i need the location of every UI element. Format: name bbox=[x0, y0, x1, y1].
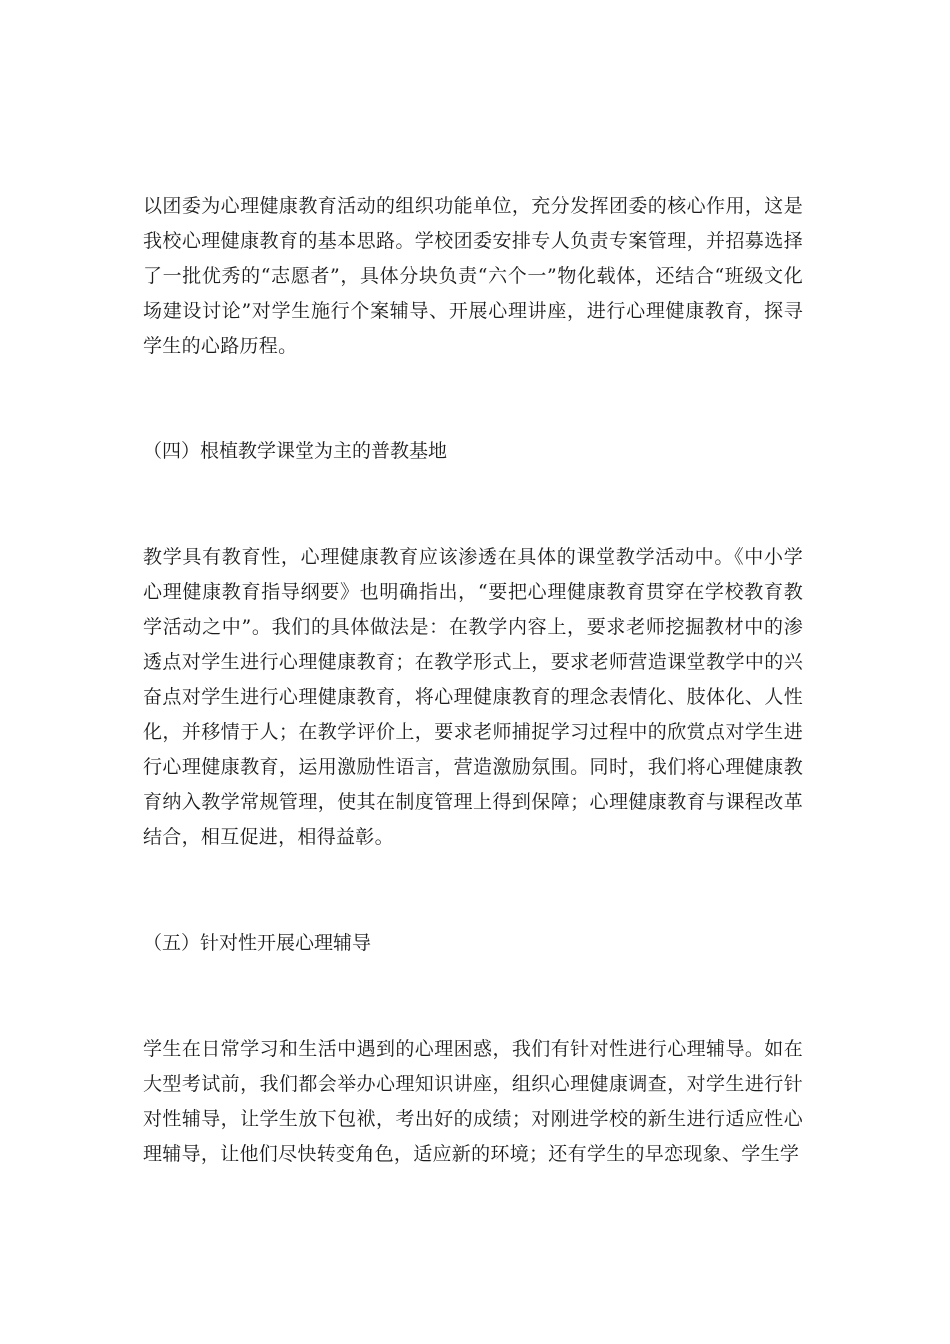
paragraph-counseling: 学生在日常学习和生活中遇到的心理困惑，我们有针对性进行心理辅导。如在大型考试前，我们都会举办心理知识讲座，组织心理健康调查，对学生进行针对性辅导，让学生放下包袱，考出好的成绩；对刚进学校的新生进行适应性心理辅导，让他们尽快转变角色，适应新的环境；还有学生的早恋现象、学生学 bbox=[143, 1038, 803, 1165]
section-heading-4: （四）根植教学课堂为主的普教基地 bbox=[143, 440, 448, 462]
paragraph-classroom-teaching: 教学具有教育性，心理健康教育应该渗透在具体的课堂教学活动中。《中小学心理健康教育指导纲要》也明确指出，“要把心理健康教育贯穿在学校教育教学活动之中”。我们的具体做法是：在教学内容上，要求老师挖掘教材中的渗透点对学生进行心理健康教育；在教学形式上，要求老师营造课堂教学中的兴奋点对学生进行心理健康教育，将心理健康教育的理念表情化、肢体化、人性化，并移情于人；在教学评价上，要求老师捕捉学习过程中的欣赏点对学生进行心理健康教育，运用激励性语言，营造激励氛围。同时，我们将心理健康教育纳入教学常规管理，使其在制度管理上得到保障；心理健康教育与课程改革结合，相互促进，相得益彰。 bbox=[143, 546, 803, 848]
paragraph-team-committee: 以团委为心理健康教育活动的组织功能单位，充分发挥团委的核心作用，这是我校心理健康教育的基本思路。学校团委安排专人负责专案管理，并招募选择了一批优秀的“志愿者”，具体分块负责“六个一”物化载体，还结合“班级文化场建设讨论”对学生施行个案辅导、开展心理讲座，进行心理健康教育，探寻学生的心路历程。 bbox=[143, 195, 803, 357]
section-heading-5: （五）针对性开展心理辅导 bbox=[143, 932, 372, 954]
document-body bbox=[143, 189, 803, 1172]
